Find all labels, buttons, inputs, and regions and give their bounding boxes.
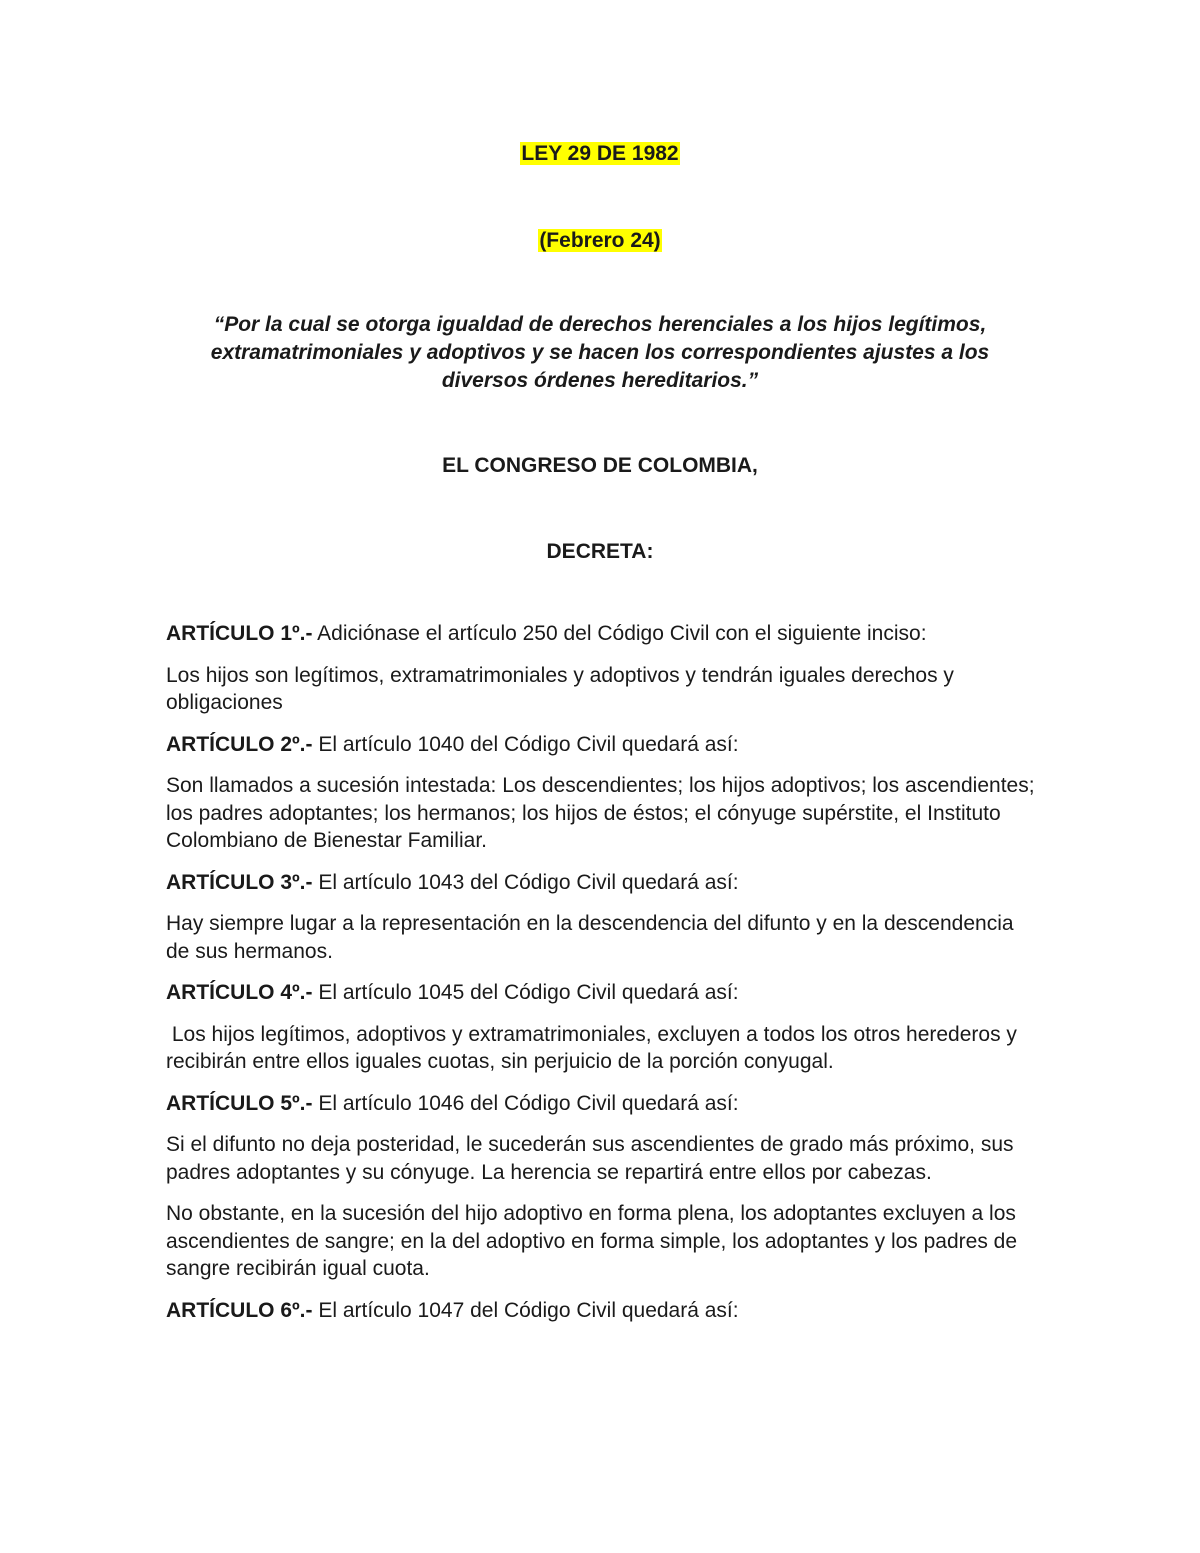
article-intro: El artículo 1040 del Código Civil quedará así: [312, 732, 739, 756]
article-intro: El artículo 1045 del Código Civil quedará así: [312, 981, 739, 1004]
article-intro: El artículo 1046 del Código Civil quedará así: [312, 1091, 739, 1115]
article-paragraph: No obstante, en la sucesión del hijo adoptivo en forma plena, los adoptantes excluyen a los ascendientes de sangre; en la del adoptivo en forma simple, los adoptantes y los padres de sangre recibirán igual cuota. [166, 1202, 1018, 1280]
decree-heading: DECRETA: [546, 540, 654, 563]
article-label: ARTÍCULO 4º.- [166, 981, 313, 1004]
article-label: ARTÍCULO 2º.- [166, 732, 313, 756]
article-paragraph: Si el difunto no deja posteridad, le sucederán sus ascendientes de grado más próximo, sus padres adoptantes y su cónyuge. La herencia se repartirá entre ellos por cabezas. [166, 1133, 1014, 1184]
article-intro: Adiciónase el artículo 250 del Código Civil con el siguiente inciso: [312, 622, 927, 645]
article-label: ARTÍCULO 5º.- [166, 1091, 313, 1115]
law-subtitle: “Por la cual se otorga igualdad de derechos herenciales a los hijos legítimos, extramatrimoniales y adoptivos y se hacen los correspondientes ajustes a los diversos órdenes hereditarios.” [210, 313, 990, 392]
article-intro: El artículo 1047 del Código Civil quedará así: [312, 1298, 739, 1322]
articles-body [166, 620, 1036, 1338]
article-heading [166, 1090, 1036, 1118]
article-label: ARTÍCULO 3º.- [166, 870, 313, 894]
issuer-heading: EL CONGRESO DE COLOMBIA, [442, 454, 758, 477]
law-date [166, 227, 1034, 255]
article-heading [166, 869, 1036, 897]
law-date-text: (Febrero 24) [539, 229, 661, 252]
article-paragraph: Los hijos son legítimos, extramatrimoniales y adoptivos y tendrán iguales derechos y obligaciones [166, 663, 954, 714]
article-heading [166, 979, 1036, 1007]
article-intro: El artículo 1043 del Código Civil quedará así: [312, 870, 739, 894]
article-heading [166, 731, 1036, 759]
article-label: ARTÍCULO 1º.- [166, 622, 313, 645]
article-paragraph: Los hijos legítimos, adoptivos y extramatrimoniales, excluyen a todos los otros herederos y recibirán entre ellos iguales cuotas, sin perjuicio de la porción conyugal. [166, 1022, 1023, 1073]
article-paragraph: Hay siempre lugar a la representación en la descendencia del difunto y en la descendencia de sus hermanos. [166, 912, 1014, 963]
article-label: ARTÍCULO 6º.- [166, 1298, 313, 1322]
law-title-text: LEY 29 DE 1982 [521, 142, 679, 165]
article-heading [166, 1297, 1036, 1325]
article-paragraph: Son llamados a sucesión intestada: Los descendientes; los hijos adoptivos; los ascendientes; los padres adoptantes; los hermanos; los hijos de éstos; el cónyuge supérstite, el Instituto Colombiano de Bienestar Familiar. [166, 774, 1035, 852]
law-title [166, 140, 1034, 168]
article-heading [166, 620, 1036, 648]
